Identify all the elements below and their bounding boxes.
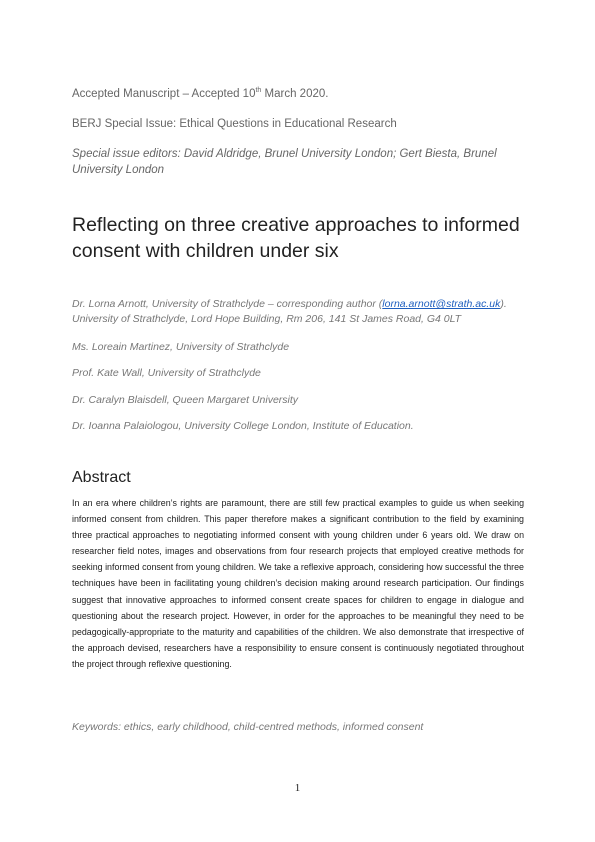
accepted-note: Accepted Manuscript – Accepted 10th March 2020. xyxy=(72,87,329,100)
abstract-body: In an era where children’s rights are paramount, there are still few practical examples to guide us when seeking informed consent from children. This paper therefore makes a significant contribution to the field by examining three practical approaches to negotiating informed consent with young children under 6 years old. We draw on researcher field notes, images and observations from four research projects that employed creative methods for seeking informed consent from young children. We take a reflexive approach, considering how successful the three techniques have been in facilitating young children’s decision making around research participation. Our findings suggest that innovative approaches to informed consent create spaces for children to engage in dialogue and questioning about the research project. However, in order for the approaches to be meaningful they need to be pedagogically-appropriate to the maturity and capabilities of the children. We also demonstrate that irrespective of the approach devised, researchers have a responsibility to ensure consent is continuously negotiated throughout the project through reflexive questioning. xyxy=(72,498,524,669)
paper-title: Reflecting on three creative approaches to informed consent with children under six xyxy=(72,214,520,262)
corresponding-email-link[interactable]: lorna.arnott@strath.ac.uk xyxy=(382,298,501,310)
abstract-heading: Abstract xyxy=(72,469,131,486)
author-4: Dr. Caralyn Blaisdell, Queen Margaret University xyxy=(72,394,299,406)
special-issue-editors: Special issue editors: David Aldridge, Brunel University London; Gert Biesta, Brunel University London xyxy=(72,148,497,176)
author-1-address: University of Strathclyde, Lord Hope Building, Rm 206, 141 St James Road, G4 0LT xyxy=(72,313,462,325)
special-issue-line: BERJ Special Issue: Ethical Questions in Educational Research xyxy=(72,118,397,130)
author-2: Ms. Loreain Martinez, University of Strathclyde xyxy=(72,341,290,353)
author-3: Prof. Kate Wall, University of Strathclyde xyxy=(72,367,261,379)
page-number: 1 xyxy=(294,782,301,794)
keywords: Keywords: ethics, early childhood, child-centred methods, informed consent xyxy=(72,721,424,733)
author-5: Dr. Ioanna Palaiologou, University College London, Institute of Education. xyxy=(72,420,414,432)
author-1: Dr. Lorna Arnott, University of Strathclyde – corresponding author (lorna.arnott@strath.ac.uk). University of Strathclyde, Lord Hope Building, Rm 206, 141 St James Road, G4 0LT xyxy=(72,298,507,325)
